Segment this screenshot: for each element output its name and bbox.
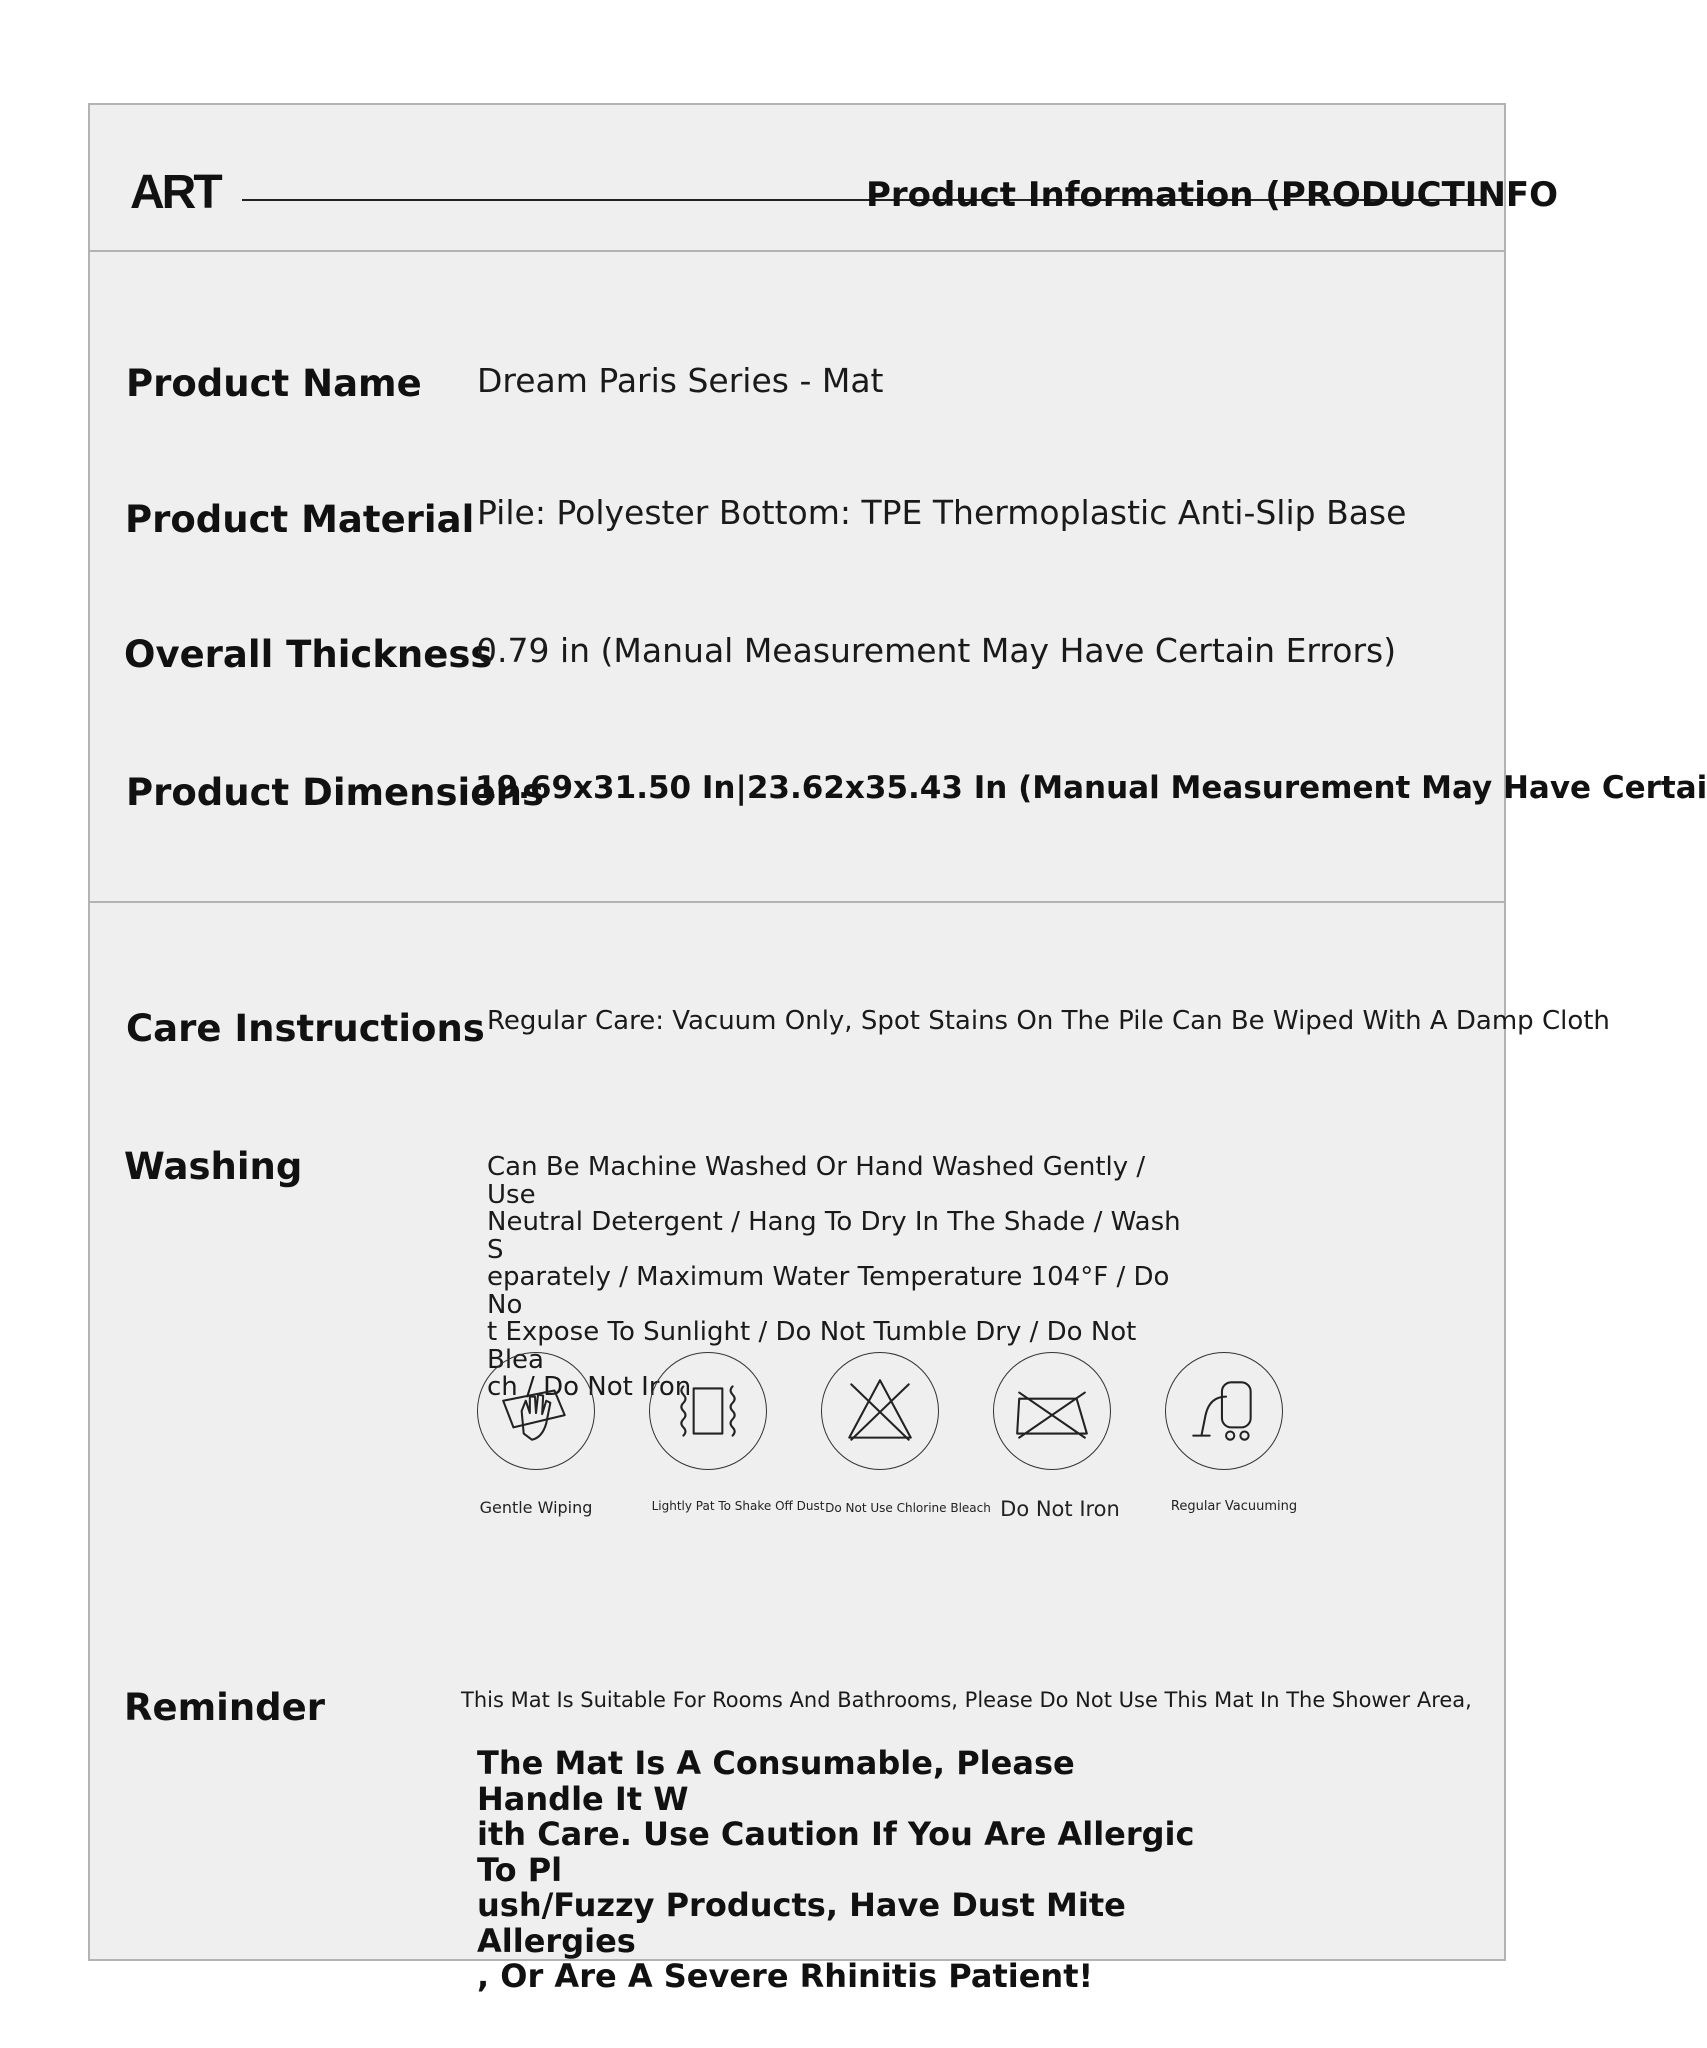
product-info-sheet [88, 103, 1707, 1995]
washing-text: Can Be Machine Washed Or Hand Washed Gently / Use Neutral Detergent / Hang To Dry In The Shade / Wash S eparately / Maximum Water Temperature 104°F / Do No t Expose To Sunlight / Do Not Tumble Dry / Do Not Blea ch / Do Not Iron [487, 1152, 1181, 1402]
product-dimensions-label: Product Dimensions [126, 771, 544, 814]
icon-caption: Regular Vacuuming [1170, 1499, 1298, 1514]
product-dimensions-value: 19.69x31.50 In|23.62x35.43 In (Manual Measurement May Have Certai [475, 770, 1707, 806]
header-divider [90, 250, 1504, 252]
overall-thickness-label: Overall Thickness [124, 633, 493, 676]
no-iron-icon [993, 1352, 1111, 1470]
brand-logo: ART [130, 166, 220, 219]
vacuum-icon [1165, 1352, 1283, 1470]
product-material-value: Pile: Polyester Bottom: TPE Thermoplastic Anti-Slip Base [477, 493, 1407, 532]
product-material-label: Product Material [125, 498, 475, 541]
reminder-warning: The Mat Is A Consumable, Please Handle It W ith Care. Use Caution If You Are Allergic To Pl ush/Fuzzy Products, Have Dust Mite Allergies , Or Are A Severe Rhinitis Patient! [477, 1744, 1195, 1995]
overall-thickness-value: 0.79 in (Manual Measurement May Have Certain Errors) [476, 631, 1397, 670]
gentle-wiping-icon [477, 1352, 595, 1470]
reminder-line: This Mat Is Suitable For Rooms And Bathrooms, Please Do Not Use This Mat In The Shower Area, [461, 1688, 1472, 1712]
care-instructions-value: Regular Care: Vacuum Only, Spot Stains On The Pile Can Be Wiped With A Damp Cloth [487, 1006, 1610, 1036]
washing-label: Washing [124, 1145, 303, 1188]
icon-caption: Lightly Pat To Shake Off Dust [651, 1499, 825, 1513]
icon-caption: Gentle Wiping [479, 1498, 593, 1517]
product-name-label: Product Name [126, 362, 422, 405]
care-instructions-label: Care Instructions [126, 1007, 485, 1050]
pat-dust-icon [649, 1352, 767, 1470]
icon-caption: Do Not Iron [1000, 1497, 1120, 1521]
section-divider [90, 901, 1504, 903]
header-title: Product Information (PRODUCTINFO [866, 175, 1559, 215]
reminder-label: Reminder [124, 1686, 325, 1729]
icon-caption: Do Not Use Chlorine Bleach [825, 1501, 991, 1515]
product-name-value: Dream Paris Series - Mat [477, 361, 884, 400]
no-bleach-icon [821, 1352, 939, 1470]
